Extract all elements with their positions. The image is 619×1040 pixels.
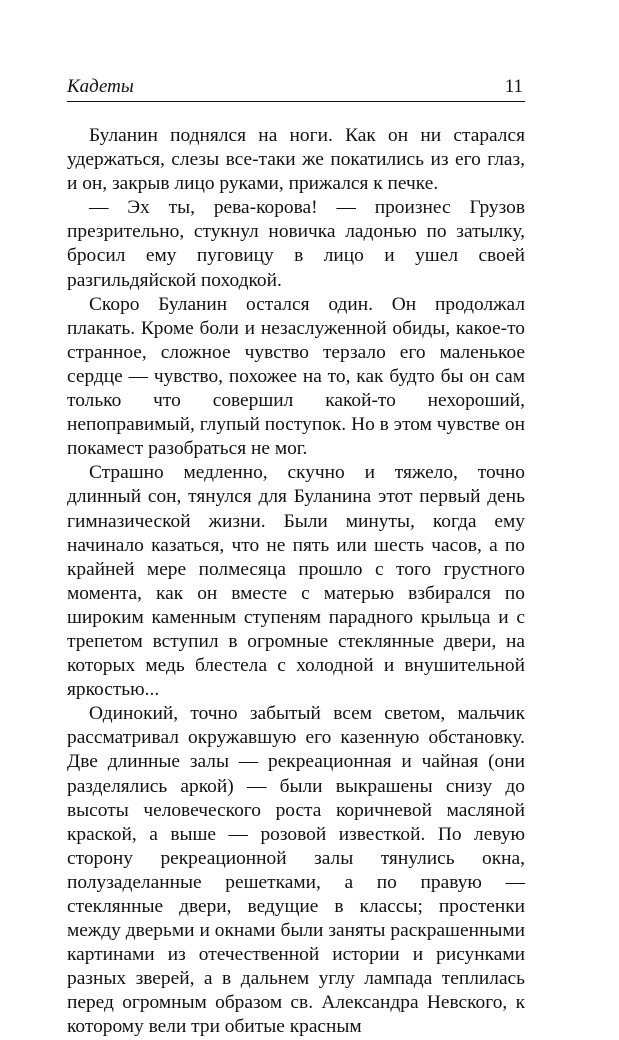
paragraph: Одинокий, точно забытый всем светом, мальчик рассматривал окружавшую его казенную обстановку. Две длинные залы — рекреационная и чайная (они разделялись аркой) — были выкрашены снизу до высоты человеческого роста коричневой масляной краской, а выше — розовой известкой. По левую сторону рекреационной залы тянулись окна, полузаделанные решетками, а по правую — стеклянные двери, ведущие в классы; простенки между дверьми и окнами были заняты раскрашенными картинами из отечественной истории и рисунками разных зверей, а в дальнем углу лампада теплилась перед огромным образом св. Александра Невского, к которому вели три обитые красным bbox=[67, 703, 525, 1038]
paragraph: Скоро Буланин остался один. Он продолжал плакать. Кроме боли и незаслуженной обиды, какое-то странное, сложное чувство терзало его маленькое сердце — чувство, похожее на то, как будто бы он сам только что совершил какой-то нехороший, непоправимый, глупый поступок. Но в этом чувстве он покамест разобраться не мог. bbox=[67, 293, 525, 460]
paragraph: Страшно медленно, скучно и тяжело, точно длинный сон, тянулся для Буланина этот первый день гимназической жизни. Были минуты, когда ему начинало казаться, что не пять или шесть часов, а по крайней мере полмесяца прошло с того грустного момента, как он вместе с матерью взбирался по широким каменным ступеням парадного крыльца и с трепетом вступил в огромные стеклянные двери, на которых медь блестела с холодной и внушительной яркостью... bbox=[67, 462, 525, 701]
page-number: 11 bbox=[504, 76, 523, 97]
header-rule bbox=[67, 101, 525, 102]
running-head bbox=[67, 75, 525, 101]
paragraph: — Эх ты, рева-корова! — произнес Грузов презрительно, стукнул новичка ладонью по затылку, бросил ему пуговицу в лицо и ушел своей разгильдяйской походкой. bbox=[67, 197, 525, 291]
running-title: Кадеты bbox=[67, 76, 134, 97]
body-text bbox=[67, 124, 525, 1040]
paragraph: Буланин поднялся на ноги. Как он ни старался удержаться, слезы все-таки же покатились из его глаз, и он, закрыв лицо руками, прижался к печке. bbox=[67, 125, 525, 195]
